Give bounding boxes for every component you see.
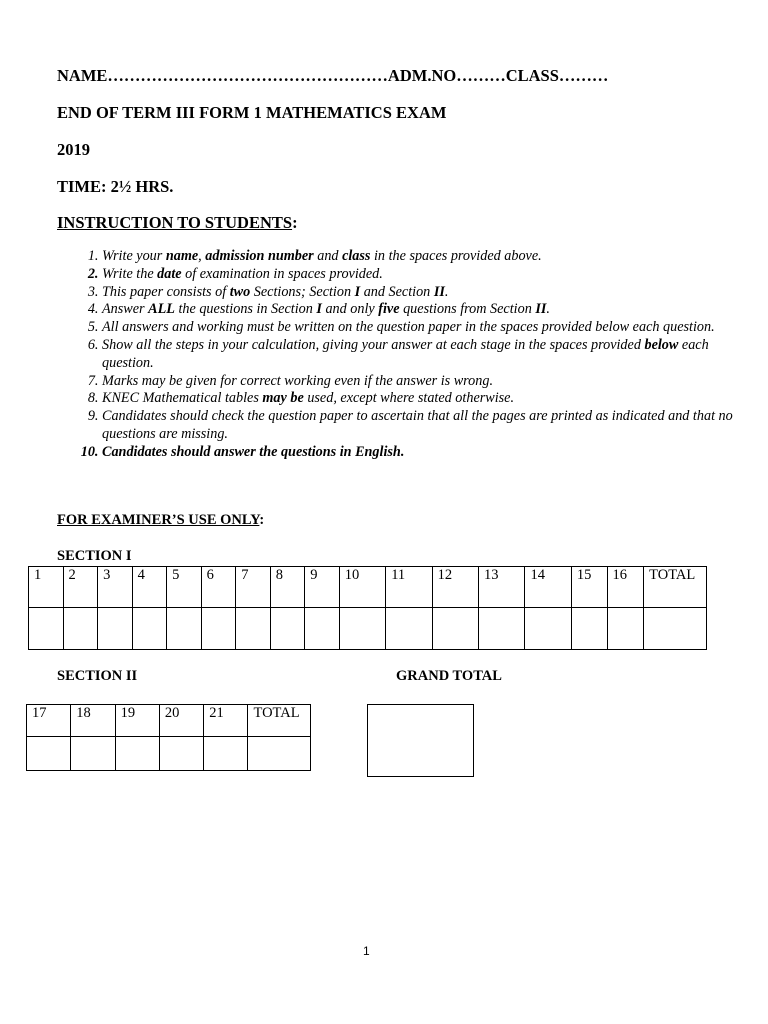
section1-label: SECTION I (57, 548, 132, 564)
section1-score-cell-3[interactable] (98, 608, 133, 650)
instruction-text: Write your (102, 248, 166, 264)
instruction-item (102, 337, 742, 373)
instruction-heading (57, 213, 298, 233)
instruction-text: of examination in spaces provided. (181, 265, 383, 282)
instruction-text: Answer (102, 301, 149, 318)
instruction-text: Candidates should check the question paper to ascertain that all the pages are printed as indicated and that no questions are missing. (102, 408, 733, 442)
section1-col-4: 4 (132, 567, 167, 608)
section1-score-cell-16[interactable] (607, 608, 644, 650)
instruction-emphasis: five (378, 301, 400, 318)
instruction-emphasis: may be (262, 390, 304, 407)
instruction-text: and Section (360, 283, 434, 300)
instruction-text: KNEC Mathematical tables (102, 390, 263, 407)
section1-col-7: 7 (236, 567, 271, 608)
instruction-emphasis: name (165, 248, 199, 264)
section1-col-12: 12 (432, 567, 478, 608)
section1-score-row (29, 608, 707, 650)
section1-header-row (29, 567, 707, 608)
instruction-emphasis: I (316, 301, 322, 318)
section2-label: SECTION II (57, 668, 138, 684)
section1-col-13: 13 (479, 567, 525, 608)
section2-header-row (27, 705, 311, 737)
examiner-heading (57, 512, 264, 529)
section2-col-17: 17 (27, 705, 71, 737)
section1-col-total: TOTAL (644, 567, 707, 608)
instruction-item (102, 408, 742, 444)
section1-score-cell-8[interactable] (270, 608, 305, 650)
section1-col-16: 16 (607, 567, 644, 608)
section1-score-cell-11[interactable] (386, 608, 432, 650)
instruction-item (102, 301, 742, 319)
section2-score-cell-total[interactable] (248, 737, 311, 771)
section1-col-8: 8 (270, 567, 305, 608)
instruction-item (102, 319, 742, 337)
section2-col-20: 20 (159, 705, 203, 737)
instruction-emphasis: two (229, 283, 251, 300)
instruction-item (102, 390, 742, 408)
grand-total-box[interactable] (367, 704, 474, 777)
section1-score-cell-6[interactable] (201, 608, 236, 650)
section1-score-cell-1[interactable] (29, 608, 64, 650)
instruction-heading-colon: : (292, 213, 298, 232)
section1-col-2: 2 (63, 567, 98, 608)
section1-col-5: 5 (167, 567, 202, 608)
section1-col-14: 14 (525, 567, 571, 608)
instruction-text: Show all the steps in your calculation, giving your answer at each stage in the spaces provided (102, 336, 645, 353)
section1-score-cell-9[interactable] (305, 608, 340, 650)
instruction-item (102, 444, 742, 462)
instruction-emphasis: class (342, 248, 371, 264)
section1-score-cell-4[interactable] (132, 608, 167, 650)
instruction-item (102, 284, 742, 302)
section1-col-15: 15 (571, 567, 607, 608)
section1-score-cell-2[interactable] (63, 608, 98, 650)
section1-score-cell-15[interactable] (571, 608, 607, 650)
instruction-emphasis: II (535, 301, 547, 318)
instruction-text: and (313, 248, 343, 264)
section2-col-18: 18 (71, 705, 115, 737)
instruction-text: . (546, 301, 550, 318)
instruction-text: This paper consists of (102, 283, 230, 300)
instruction-text: used, except where stated otherwise. (303, 390, 515, 407)
instruction-text: Marks may be given for correct working even if the answer is wrong. (102, 372, 494, 389)
section1-col-9: 9 (305, 567, 340, 608)
grand-total-label: GRAND TOTAL (396, 668, 502, 684)
section1-col-11: 11 (386, 567, 432, 608)
section1-score-cell-13[interactable] (479, 608, 525, 650)
instruction-emphasis: I (354, 283, 361, 300)
instruction-emphasis: date (157, 265, 182, 282)
instruction-emphasis: admission number (205, 248, 314, 264)
section1-score-cell-10[interactable] (339, 608, 385, 650)
section1-col-6: 6 (201, 567, 236, 608)
section2-score-cell-18[interactable] (71, 737, 115, 771)
instruction-text: Write the (102, 265, 158, 282)
name-line: NAME……………………………………………ADM.NO………CLASS……… (57, 66, 609, 85)
instruction-emphasis: ALL (148, 301, 175, 318)
exam-year: 2019 (57, 140, 90, 159)
section1-score-cell-total[interactable] (644, 608, 707, 650)
section2-col-19: 19 (115, 705, 159, 737)
instruction-item (102, 248, 742, 266)
section1-col-1: 1 (29, 567, 64, 608)
instruction-item (102, 373, 742, 391)
section2-col-total: TOTAL (248, 705, 311, 737)
section1-score-cell-14[interactable] (525, 608, 571, 650)
instruction-text: the questions in Section (174, 301, 317, 318)
section2-col-21: 21 (204, 705, 248, 737)
section1-score-cell-5[interactable] (167, 608, 202, 650)
examiner-heading-text: FOR EXAMINER’S USE ONLY (57, 512, 260, 528)
section1-col-3: 3 (98, 567, 133, 608)
instruction-emphasis: below (644, 336, 679, 353)
instruction-text: , (198, 248, 206, 264)
instruction-text: in the spaces provided above. (370, 248, 542, 264)
instruction-text: Candidates should answer the questions in English. (102, 443, 405, 460)
instruction-heading-text: INSTRUCTION TO STUDENTS (57, 213, 293, 232)
instruction-text: questions from Section (399, 301, 536, 318)
section2-score-cell-17[interactable] (27, 737, 71, 771)
instruction-text: Sections; Section (250, 283, 355, 300)
exam-title: END OF TERM III FORM 1 MATHEMATICS EXAM (57, 103, 447, 122)
instruction-item (102, 266, 742, 284)
section2-score-cell-19[interactable] (115, 737, 159, 771)
page-number: 1 (363, 944, 370, 958)
instruction-text: each question. (102, 336, 709, 371)
section2-score-cell-20[interactable] (159, 737, 203, 771)
section2-score-table (26, 704, 311, 771)
section1-score-cell-12[interactable] (432, 608, 478, 650)
section1-score-cell-7[interactable] (236, 608, 271, 650)
section1-score-table (28, 566, 707, 650)
instruction-emphasis: II (433, 283, 445, 300)
exam-time: TIME: 2½ HRS. (57, 177, 174, 196)
section2-score-row (27, 737, 311, 771)
instruction-text: and only (321, 301, 379, 318)
section2-score-cell-21[interactable] (204, 737, 248, 771)
instruction-text: All answers and working must be written on the question paper in the spaces provided below each question. (102, 319, 715, 336)
instruction-list (57, 248, 742, 462)
section1-col-10: 10 (339, 567, 385, 608)
instruction-text: . (444, 283, 449, 300)
examiner-heading-colon: : (259, 512, 265, 528)
